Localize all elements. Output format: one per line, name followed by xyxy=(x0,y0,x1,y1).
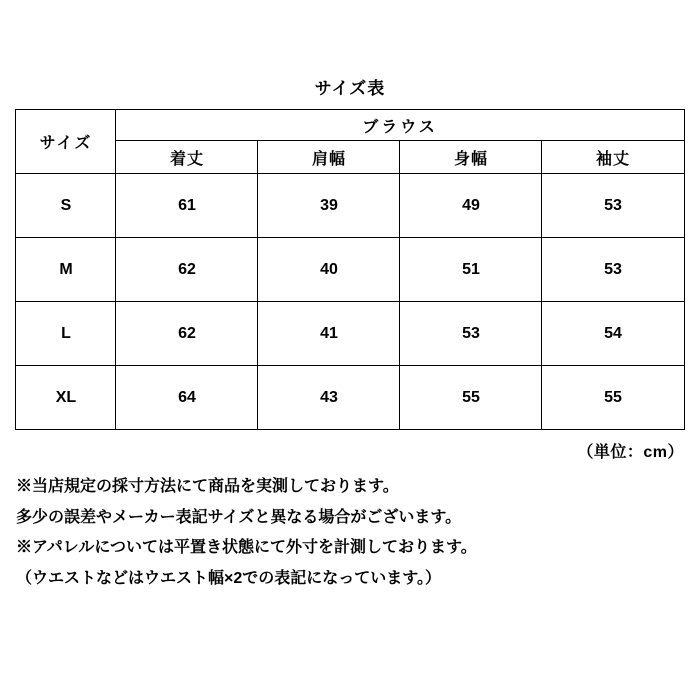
page-title: サイズ表 xyxy=(314,79,386,98)
row-cell-value: 53 xyxy=(542,238,684,302)
note-line: （ウエストなどはウエスト幅×2での表記になっています。） xyxy=(16,569,441,587)
header-size-label: サイズ xyxy=(16,110,116,174)
note-line: 多少の誤差やメーカー表記サイズと異なる場合がございます。 xyxy=(16,508,462,526)
row-cell-value: 64 xyxy=(116,366,258,430)
table-row xyxy=(16,174,684,238)
row-cell-value: 55 xyxy=(542,366,684,430)
header-measure-1: 肩幅 xyxy=(258,141,400,174)
row-cell-value: 43 xyxy=(258,366,400,430)
row-cell-value: 39 xyxy=(258,174,400,238)
row-cell-value: 51 xyxy=(400,238,542,302)
table-row xyxy=(16,238,684,302)
row-cell-value: 61 xyxy=(116,174,258,238)
row-cell-value: 53 xyxy=(400,302,542,366)
row-size-label: M xyxy=(16,238,116,302)
notes-block xyxy=(16,462,684,589)
table-header-row-measures xyxy=(16,141,684,174)
header-measure-0: 着丈 xyxy=(116,141,258,174)
row-cell-value: 54 xyxy=(542,302,684,366)
unit-note: （単位：cm） xyxy=(577,444,684,461)
row-cell-value: 49 xyxy=(400,174,542,238)
note-line: ※当店規定の採寸方法にて商品を実測しております。 xyxy=(16,478,399,495)
header-group-label: ブラウス xyxy=(116,110,684,141)
table-row xyxy=(16,366,684,430)
table-row xyxy=(16,302,684,366)
note-line: ※アパレルについては平置き状態にて外寸を計測しております。 xyxy=(16,539,477,557)
row-cell-value: 55 xyxy=(400,366,542,430)
row-cell-value: 41 xyxy=(258,302,400,366)
row-cell-value: 40 xyxy=(258,238,400,302)
size-table xyxy=(15,109,684,430)
header-measure-3: 袖丈 xyxy=(542,141,684,174)
row-cell-value: 62 xyxy=(116,238,258,302)
row-cell-value: 53 xyxy=(542,174,684,238)
table-header-row-group xyxy=(16,110,684,141)
row-cell-value: 62 xyxy=(116,302,258,366)
header-measure-2: 身幅 xyxy=(400,141,542,174)
row-size-label: L xyxy=(16,302,116,366)
row-size-label: XL xyxy=(16,366,116,430)
row-size-label: S xyxy=(16,174,116,238)
